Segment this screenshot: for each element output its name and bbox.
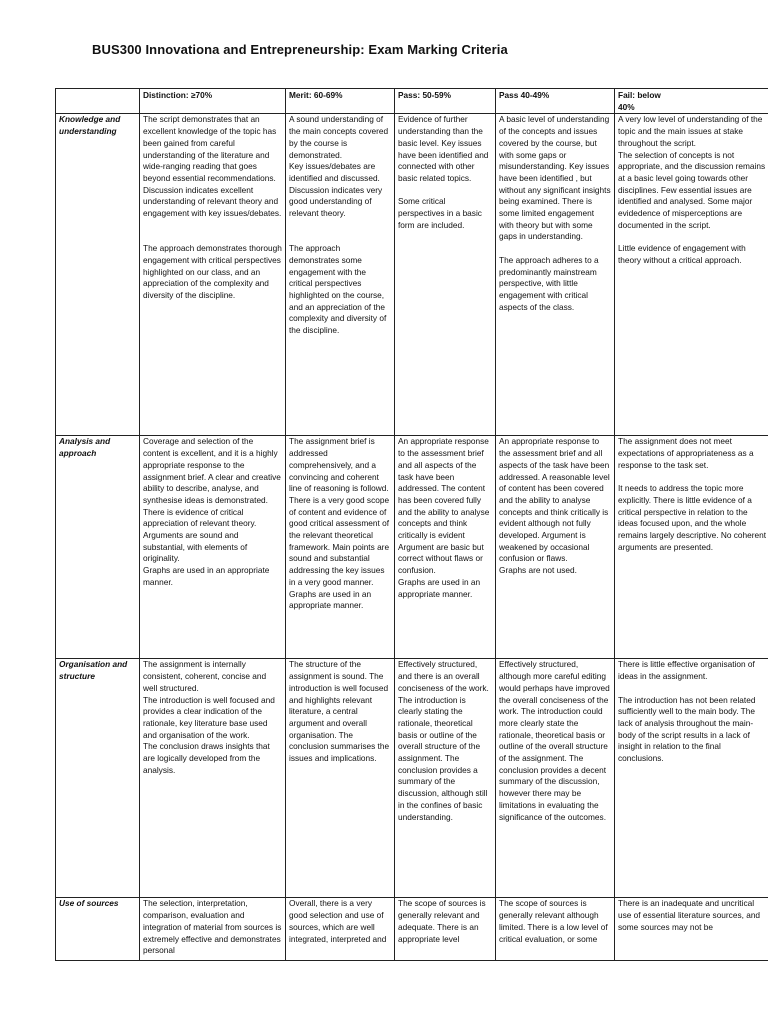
header-pass-50-59: Pass: 50-59% [395, 89, 496, 114]
table-cell: Coverage and selection of the content is excellent, and it is a highly appropriate response to the assignment brief. A clear and creative ability to describe, analyse, and synthesise ideas is demonstrated. There is evidence of critical appreciation of relevant theory. Arguments are sound and substantial, with elements of originality. Graphs are used in an appropriate manner. [140, 436, 286, 659]
row-label-knowledge: Knowledge and understanding [56, 114, 140, 436]
table-cell: There is an inadequate and uncritical use of essential literature sources, and some sources may not be [615, 898, 768, 961]
table-cell: There is little effective organisation of ideas in the assignment. The introduction has not been related sufficiently well to the main body. The lack of analysis throughout the main-body of the script results in a lack of insight in relation to the final conclusions. [615, 659, 768, 898]
table-cell: An appropriate response to the assessment brief and all aspects of the task have been addressed. A reasonable level of content has been covered and the ability to analyse concepts and think critically is evident although not fully developed. Argument is weakened by occasional confusion or flaws. Graphs are not used. [496, 436, 615, 659]
header-row [56, 89, 768, 114]
table-cell: The assignment brief is addressed comprehensively, and a convincing and coherent line of reasoning is followd. There is a very good scope of content and evidence of good critical assessment of the relevant theoretical framework. Main points are sound and substantial addressing the key issues in a very good manner. Graphs are used in an appropriate manner. [286, 436, 395, 659]
table-row [56, 898, 768, 961]
header-distinction: Distinction: ≥70% [140, 89, 286, 114]
header-pass-40-49: Pass 40-49% [496, 89, 615, 114]
table-cell: A basic level of understanding of the concepts and issues covered by the course, but with some gaps or misunderstanding. Key issues have been identified , but without any significant insights being examined. There is some limited engagement with theory but with some gaps in understanding. The approach adheres to a predominantly mainstream perspective, with little engagement with critical aspects of the class. [496, 114, 615, 436]
page-title: BUS300 Innovationa and Entrepreneurship: Exam Marking Criteria [92, 42, 508, 57]
row-label-analysis: Analysis and approach [56, 436, 140, 659]
table-cell: The selection, interpretation, comparison, evaluation and integration of material from sources is extremely effective and demonstrates personal [140, 898, 286, 961]
header-fail: Fail: below 40% [615, 89, 768, 114]
row-label-organisation: Organisation and structure [56, 659, 140, 898]
table-cell: Overall, there is a very good selection and use of sources, which are well integrated, interpreted and [286, 898, 395, 961]
table-cell: The scope of sources is generally relevant although limited. There is a low level of critical evaluation, or some [496, 898, 615, 961]
table-cell: A very low level of understanding of the topic and the main issues at stake throughout the script. The selection of concepts is not appropriate, and the discussion remains at a basic level going towards other disciplines. Few essential issues are identified and analysed. Some major evidedence of misperceptions are documented in the script. Little evidence of engagement with theory without a critical approach. [615, 114, 768, 436]
header-merit: Merit: 60-69% [286, 89, 395, 114]
table-row [56, 659, 768, 898]
table-cell: Effectively structured, and there is an overall conciseness of the work. The introduction is clearly stating the rationale, theoretical basis or outline of the overall structure of the assignment. The conclusion provides a summary of the discussion, although still in the confines of basic understanding. [395, 659, 496, 898]
table-cell: The assignment does not meet expectations of appropriateness as a response to the task set. It needs to address the topic more explicitly. There is little evidence of a critical perspective in relation to the ideas focused upon, and the whole remains largely descriptive. No coherent arguments are presented. [615, 436, 768, 659]
table-cell: A sound understanding of the main concepts covered by the course is demonstrated. Key issues/debates are identified and discussed. Discussion indicates very good understanding of relevant theory. The approach demonstrates some engagement with the critical perspectives highlighted on the course, and an appreciation of the complexity and diversity of the discipline. [286, 114, 395, 436]
table-cell: The assignment is internally consistent, coherent, concise and well structured. The introduction is well focused and provides a clear indication of the rationale, key literature base used and organisation of the work. The conclusion draws insights that are logically developed from the analysis. [140, 659, 286, 898]
table-cell: The scope of sources is generally relevant and adequate. There is an appropriate level [395, 898, 496, 961]
table-cell: The script demonstrates that an excellent knowledge of the topic has been gained from careful understanding of the literature and wide-ranging reading that goes beyond essential recommendations. Discussion indicates excellent understanding of relevant theory and engagement with key issues/debates. The approach demonstrates thorough engagement with critical perspectives highlighted on our class, and an appreciation of the complexity and diversity of the discipline. [140, 114, 286, 436]
header-blank [56, 89, 140, 114]
table-cell: Evidence of further understanding than the basic level. Key issues have been identified and connected with other basic related topics. Some critical perspectives in a basic form are included. [395, 114, 496, 436]
table-row [56, 114, 768, 436]
marking-criteria-table [55, 88, 768, 961]
table-row [56, 436, 768, 659]
table-cell: An appropriate response to the assessment brief and all aspects of the task have been addressed. The content has been covered fully and the ability to analyse concepts and think critically is evident Argument are basic but correct without flaws or confusion. Graphs are used in an appropriate manner. [395, 436, 496, 659]
table-cell: Effectively structured, although more careful editing would perhaps have improved the overall conciseness of the work. The introduction could more clearly state the rationale, theoretical basis or outline of the overall structure of the assignment. The conclusion provides a decent summary of the discussion, however there may be limitations in evaluating the significance of the outcomes. [496, 659, 615, 898]
row-label-sources: Use of sources [56, 898, 140, 961]
table-cell: The structure of the assignment is sound. The introduction is well focused and highlights relevant literature, a central argument and overall organisation. The conclusion summarises the issues and implications. [286, 659, 395, 898]
